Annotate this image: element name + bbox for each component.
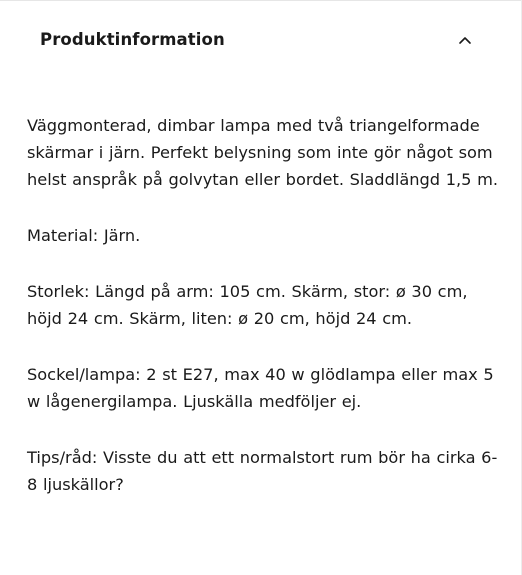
product-info-accordion-header[interactable] [0,14,510,70]
accordion-title: Produktinformation [40,30,225,49]
product-info-content [27,112,507,527]
material-paragraph: Material: Järn. [27,226,141,245]
size-paragraph: Storlek: Längd på arm: 105 cm. Skärm, stor: ø 30 cm, höjd 24 cm. Skärm, liten: ø 20 cm, höjd 24 cm. [27,282,468,328]
tips-paragraph: Tips/råd: Visste du att ett normalstort rum bör ha cirka 6-8 ljuskällor? [27,448,498,494]
description-paragraph: Väggmonterad, dimbar lampa med två triangelformade skärmar i järn. Perfekt belysning som inte gör något som helst anspråk på golvytan eller bordet. Sladdlängd 1,5 m. [27,116,499,189]
section-divider [0,0,522,1]
socket-paragraph: Sockel/lampa: 2 st E27, max 40 w glödlampa eller max 5 w lågenergilampa. Ljuskälla medföljer ej. [27,365,494,411]
chevron-up-icon[interactable] [457,34,473,46]
